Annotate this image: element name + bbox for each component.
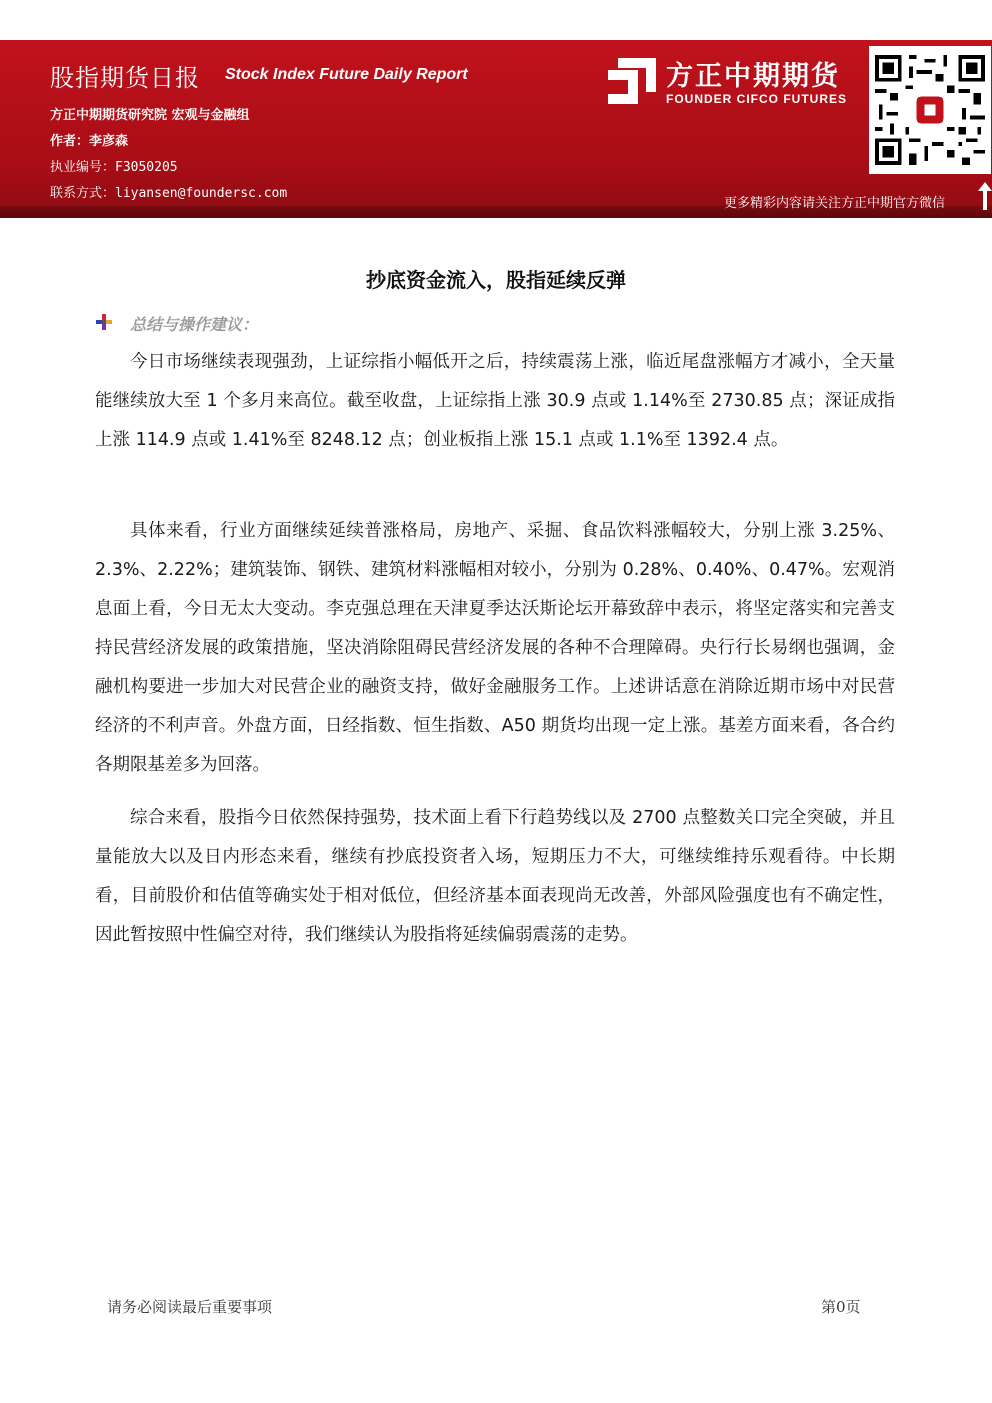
page-number: 第0页 xyxy=(821,1298,861,1316)
report-title-cn: 股指期货日报 xyxy=(50,64,200,92)
company-logo-en: FOUNDER CIFCO FUTURES xyxy=(666,92,847,106)
arrow-up-icon xyxy=(978,182,992,210)
footer-disclaimer-notice: 请务必阅读最后重要事项 xyxy=(107,1298,273,1316)
author-line: 作者：李彦森 xyxy=(50,134,129,149)
company-logo-cn: 方正中期期货 xyxy=(666,61,840,92)
wechat-qr-code xyxy=(869,46,991,174)
institute-line: 方正中期期货研究院 宏观与金融组 xyxy=(50,108,250,123)
license-line: 执业编号：F3050205 xyxy=(50,160,178,175)
article-headline: 抄底资金流入，股指延续反弹 xyxy=(366,268,626,292)
contact-line: 联系方式：liyansen@foundersc.com xyxy=(50,186,288,201)
bullet-icon xyxy=(96,314,112,330)
section-title: 总结与操作建议： xyxy=(130,315,259,334)
paragraph-market-summary: 今日市场继续表现强劲，上证综指小幅低开之后，持续震荡上涨，临近尾盘涨幅方才减小，全天量能继续放大至 1 个多月来高位。截至收盘，上证综指上涨 30.9 点或 1.14%至 2730.85 点；深证成指上涨 114.9 点或 1.41%至 8248.12 点；创业板指上涨 15.1 点或 1.1%至 1392.4 点。 xyxy=(95,352,895,450)
qr-code-icon xyxy=(875,52,985,168)
report-title-en: Stock Index Future Daily Report xyxy=(225,66,468,83)
follow-wechat-text: 更多精彩内容请关注方正中期官方微信 xyxy=(724,196,946,211)
paragraph-sector-macro: 具体来看，行业方面继续延续普涨格局，房地产、采掘、食品饮料涨幅较大，分别上涨 3.25%、2.3%、2.22%；建筑装饰、钢铁、建筑材料涨幅相对较小，分别为 0.28%、0.40%、0.47%。宏观消息面上看，今日无太大变动。李克强总理在天津夏季达沃斯论坛开幕致辞中表示，将坚定落实和完善支持民营经济发展的政策措施，坚决消除阻碍民营经济发展的各种不合理障碍。央行行长易纲也强调，金融机构要进一步加大对民营企业的融资支持，做好金融服务工作。上述讲话意在消除近期市场中对民营经济的不利声音。外盘方面，日经指数、恒生指数、A50 期货均出现一定上涨。基差方面来看，各合约各期限基差多为回落。 xyxy=(95,521,895,775)
founder-logo-icon xyxy=(608,58,656,104)
paragraph-outlook: 综合来看，股指今日依然保持强势，技术面上看下行趋势线以及 2700 点整数关口完全突破，并且量能放大以及日内形态来看，继续有抄底投资者入场，短期压力不大，可继续维持乐观看待。中长期看，目前股价和估值等确实处于相对低位，但经济基本面表现尚无改善，外部风险强度也有不确定性，因此暂按照中性偏空对待，我们继续认为股指将延续偏弱震荡的走势。 xyxy=(95,808,895,945)
